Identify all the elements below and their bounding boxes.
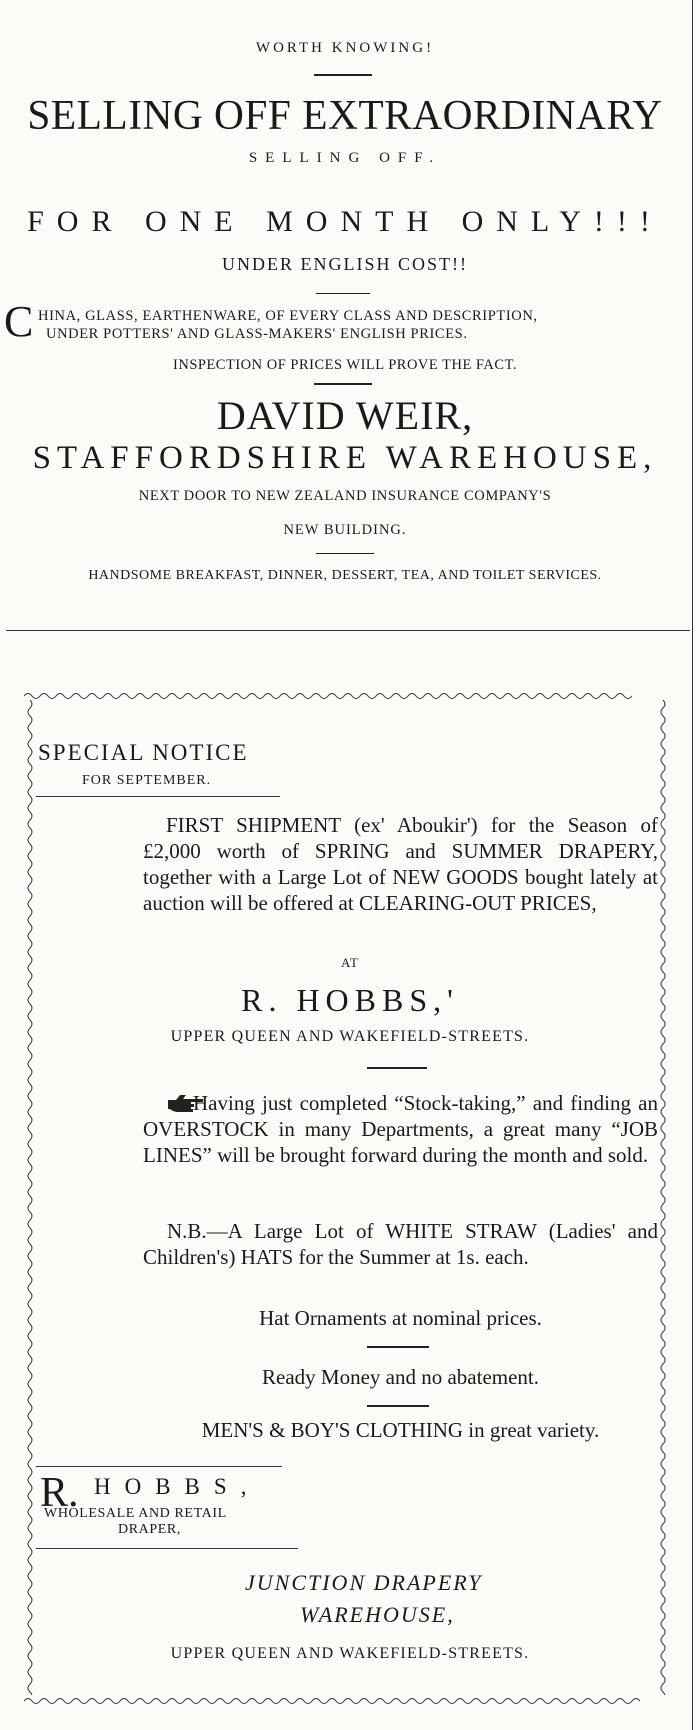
divider-rule	[314, 383, 372, 385]
divider-rule	[367, 1405, 429, 1407]
merchant-name: DAVID WEIR,	[216, 393, 474, 438]
divider-rule	[36, 1548, 298, 1549]
hobbs-signature-name: HOBBS,	[94, 1474, 261, 1499]
special-notice-title: SPECIAL NOTICE	[38, 740, 249, 765]
for-september-line: FOR SEPTEMBER.	[82, 773, 212, 788]
address-line-2: UPPER QUEEN AND WAKEFIELD-STREETS.	[170, 1645, 530, 1662]
address-line: UPPER QUEEN AND WAKEFIELD-STREETS.	[170, 1028, 530, 1045]
hat-ornaments-line: Hat Ornaments at nominal prices.	[259, 1306, 542, 1330]
drop-cap: C	[4, 297, 34, 346]
warehouse-line: WAREHOUSE,	[300, 1602, 455, 1627]
wavy-border-left	[24, 700, 36, 1695]
section-divider	[6, 630, 690, 631]
ready-money-line: Ready Money and no abatement.	[262, 1365, 539, 1389]
draper-line: DRAPER,	[118, 1522, 181, 1537]
divider-rule	[367, 1067, 427, 1069]
subheadline: SELLING OFF.	[248, 150, 442, 166]
divider-rule	[316, 553, 374, 554]
junction-drapery-line: JUNCTION DRAPERY	[245, 1570, 483, 1595]
shipment-paragraph: FIRST SHIPMENT (ex' Aboukir') for the Season of £2,000 worth of SPRING and SUMMER DRAPERY, together with a Large Lot of NEW GOODS bought lately at auction will be offered at CLEARING-OUT PRICES,	[143, 813, 658, 915]
wavy-border-right	[657, 700, 669, 1695]
divider-rule	[316, 293, 370, 294]
divider-rule	[367, 1346, 429, 1348]
next-door-line: NEXT DOOR TO NEW ZEALAND INSURANCE COMPANY'S	[138, 488, 552, 504]
one-month-banner: FOR ONE MONTH ONLY!!!	[27, 205, 663, 238]
china-line-2: UNDER POTTERS' AND GLASS-MAKERS' ENGLISH PRICES.	[46, 326, 468, 342]
under-cost-line: UNDER ENGLISH COST!!	[222, 254, 468, 274]
hobbs-initial: R.	[40, 1470, 79, 1516]
warehouse-name: STAFFORDSHIRE WAREHOUSE,	[32, 440, 658, 476]
divider-rule	[314, 74, 372, 76]
divider-rule	[36, 796, 280, 797]
at-line: AT	[341, 955, 359, 970]
new-building-line: NEW BUILDING.	[283, 522, 407, 538]
stocktaking-paragraph: Having just completed “Stock-taking,” and finding an OVERSTOCK in many Departments, a great many “JOB LINES” will be brought forward during the month and sold.	[143, 1091, 658, 1167]
nb-paragraph: N.B.—A Large Lot of WHITE STRAW (Ladies' and Children's) HATS for the Summer at 1s. each.	[143, 1219, 658, 1269]
services-line: HANDSOME BREAKFAST, DINNER, DESSERT, TEA, AND TOILET SERVICES.	[88, 568, 602, 583]
china-line-1: HINA, GLASS, EARTHENWARE, OF EVERY CLASS AND DESCRIPTION,	[38, 308, 538, 324]
inspection-line: INSPECTION OF PRICES WILL PROVE THE FACT.	[173, 357, 517, 373]
column-border	[692, 0, 693, 1730]
divider-rule	[36, 1466, 282, 1467]
wavy-border-bottom	[24, 1695, 664, 1707]
headline: SELLING OFF EXTRAORDINARY	[27, 93, 663, 139]
wholesale-line: WHOLESALE AND RETAIL	[44, 1506, 227, 1521]
hobbs-name: R. HOBBS,'	[241, 982, 459, 1018]
worth-knowing-heading: WORTH KNOWING!	[255, 40, 435, 56]
clothing-line: MEN'S & BOY'S CLOTHING in great variety.	[201, 1418, 600, 1442]
wavy-border-top	[24, 690, 664, 702]
